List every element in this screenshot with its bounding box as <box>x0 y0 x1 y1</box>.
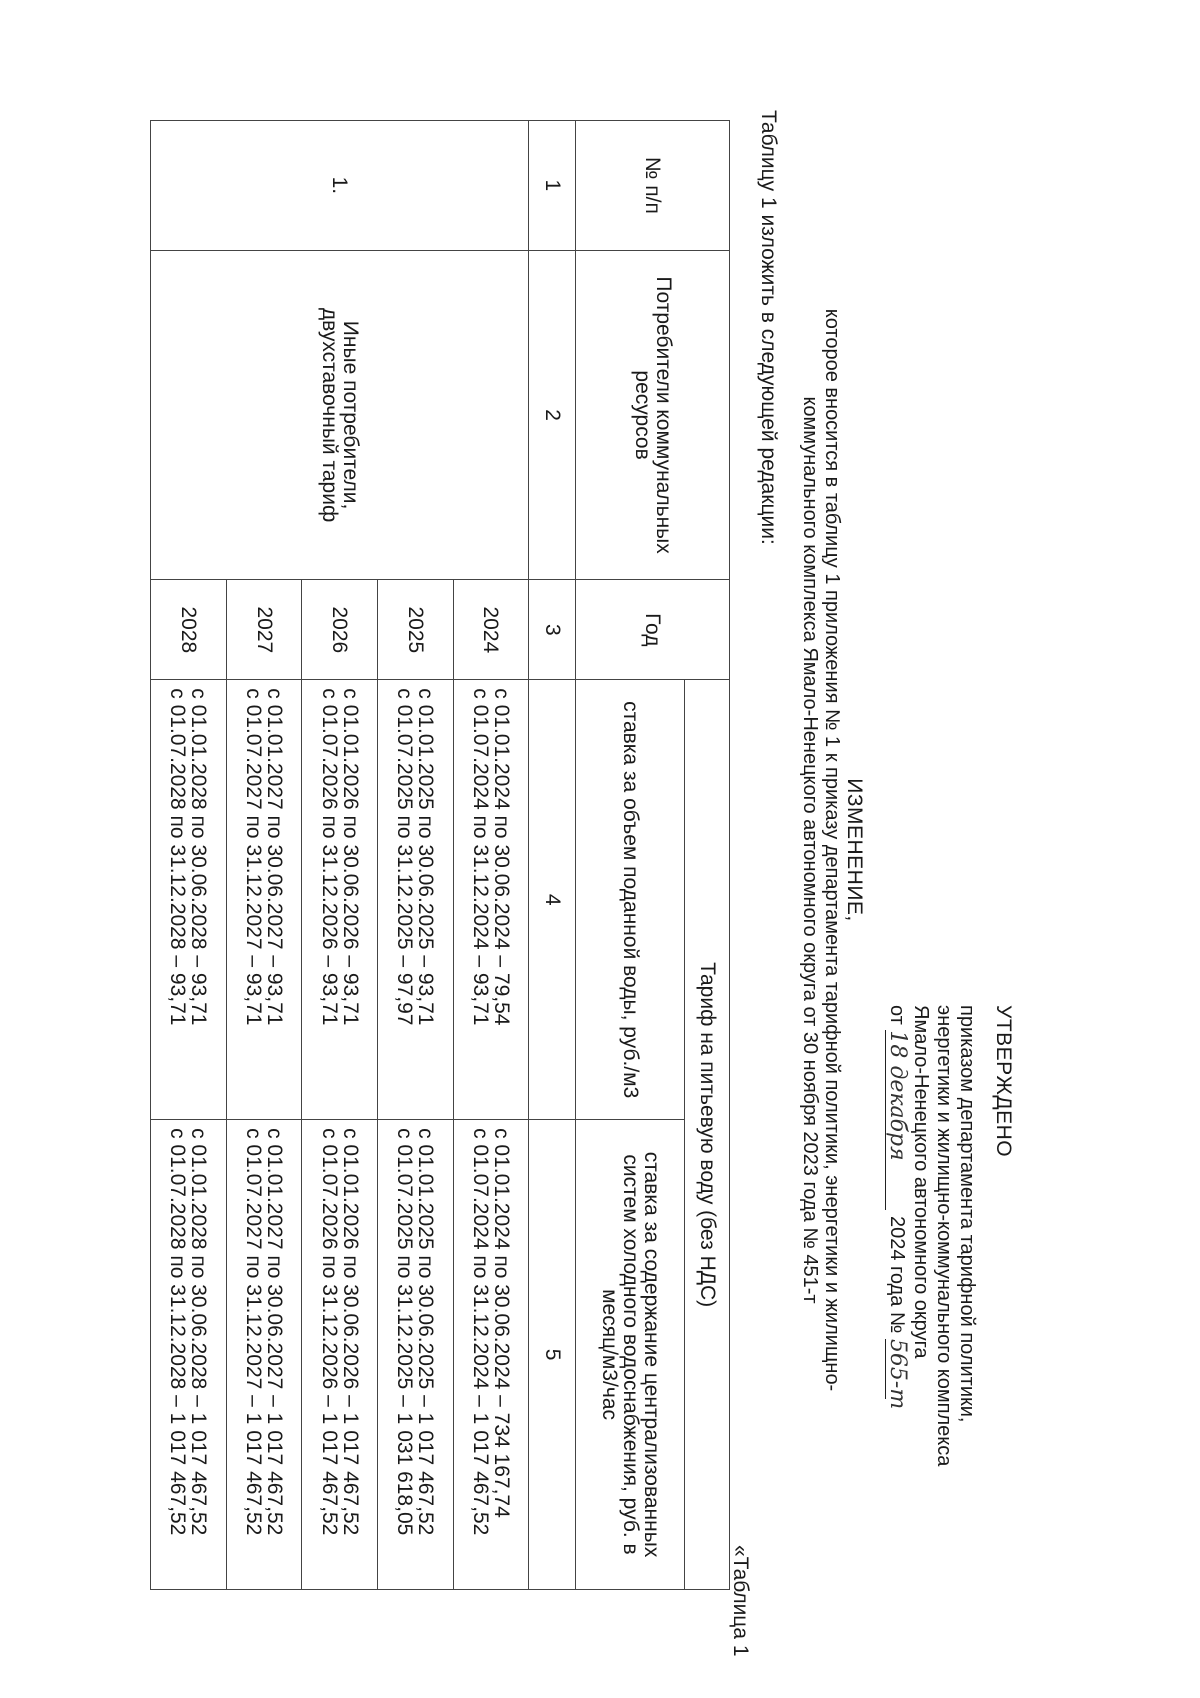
maintenance-rate-line: с 01.01.2028 по 30.06.2028 – 1 017 467,52 <box>187 1128 211 1536</box>
row-number: 1. <box>151 121 529 251</box>
approval-line-1: приказом департамента тарифной политики, <box>956 1005 978 1423</box>
document-title <box>799 120 865 1580</box>
approval-date-suffix: 2024 года № <box>886 1215 908 1334</box>
approval-date-prefix: от <box>886 1005 908 1025</box>
maintenance-rate-line: с 01.07.2028 по 31.12.2028 – 1 017 467,52 <box>166 1128 190 1536</box>
volume-rate-cell <box>377 680 453 1120</box>
maintenance-rate-line: с 01.07.2027 по 31.12.2027 – 1 017 467,52 <box>242 1128 266 1536</box>
header-rate-maintenance: ставка за содержание централизованных систем холодного водоснабжения, руб. в месяц/м3/час <box>576 1120 685 1590</box>
maintenance-rate-line: с 01.01.2025 по 30.06.2025 – 1 017 467,52 <box>414 1128 438 1536</box>
table-label: «Таблица 1 <box>729 1545 752 1657</box>
volume-rate-cell <box>151 680 227 1120</box>
maintenance-rate-line: с 01.07.2026 по 31.12.2026 – 1 017 467,52 <box>317 1128 341 1536</box>
title-heading: ИЗМЕНЕНИЕ, <box>843 778 866 922</box>
maintenance-rate-cell <box>151 1120 227 1590</box>
index-cell: 5 <box>529 1120 576 1590</box>
volume-rate-line: с 01.07.2024 по 31.12.2024 – 93,71 <box>468 688 492 1026</box>
year-cell: 2026 <box>302 580 378 680</box>
approval-date-handwritten: 18 декабря <box>885 1030 909 1210</box>
approval-heading: УТВЕРЖДЕНО <box>992 1005 1015 1158</box>
index-cell: 1 <box>529 121 576 251</box>
approval-line-2: энергетики и жилищно-коммунального комплекса <box>933 1005 955 1467</box>
approval-line-3: Ямало-Ненецкого автономного округа <box>910 1005 932 1359</box>
maintenance-rate-line: с 01.01.2026 по 30.06.2026 – 1 017 467,52 <box>338 1128 362 1536</box>
volume-rate-line: с 01.07.2028 по 31.12.2028 – 93,71 <box>166 688 190 1026</box>
maintenance-rate-cell <box>226 1120 302 1590</box>
header-rate-volume: ставка за объем поданной воды, руб./м3 <box>576 680 685 1120</box>
title-line-1: которое вносится в таблицу 1 приложения № 1 к приказу департамента тарифной политики, энергетики и жилищно- <box>821 308 843 1392</box>
tariff-table <box>150 120 730 1590</box>
header-year: Год <box>576 580 730 680</box>
maintenance-rate-line: с 01.01.2024 по 30.06.2024 – 734 167,74 <box>489 1128 513 1518</box>
index-row <box>529 121 576 1590</box>
volume-rate-line: с 01.07.2026 по 31.12.2026 – 93,71 <box>317 688 341 1026</box>
maintenance-rate-cell <box>302 1120 378 1590</box>
volume-rate-cell <box>453 680 529 1120</box>
header-consumers: Потребители коммунальных ресурсов <box>576 250 730 580</box>
header-tariff-group: Тариф на питьевую воду (без НДС) <box>685 680 730 1590</box>
volume-rate-cell <box>302 680 378 1120</box>
maintenance-rate-line: с 01.07.2025 по 31.12.2025 – 1 031 618,05 <box>393 1128 417 1536</box>
volume-rate-line: с 01.01.2027 по 30.06.2027 – 93,71 <box>263 688 287 1026</box>
volume-rate-cell <box>226 680 302 1120</box>
year-cell: 2027 <box>226 580 302 680</box>
volume-rate-line: с 01.01.2025 по 30.06.2025 – 93,71 <box>414 688 438 1026</box>
consumer-name: Иные потребители, двухставочный тариф <box>151 250 529 580</box>
year-cell: 2024 <box>453 580 529 680</box>
intro-text: Таблицу 1 изложить в следующей редакции: <box>757 110 780 545</box>
approval-number-handwritten: 565-т <box>885 1338 910 1410</box>
header-row-1 <box>685 121 730 1590</box>
volume-rate-line: с 01.01.2026 по 30.06.2026 – 93,71 <box>338 688 362 1026</box>
maintenance-rate-cell <box>453 1120 529 1590</box>
volume-rate-line: с 01.07.2025 по 31.12.2025 – 97,97 <box>393 688 417 1026</box>
header-num: № п/п <box>576 121 730 251</box>
approval-date-line <box>885 1005 909 1466</box>
volume-rate-line: с 01.01.2024 по 30.06.2024 – 79,54 <box>489 688 513 1026</box>
maintenance-rate-cell <box>377 1120 453 1590</box>
index-cell: 4 <box>529 680 576 1120</box>
year-cell: 2025 <box>377 580 453 680</box>
index-cell: 2 <box>529 250 576 580</box>
table-row <box>453 121 529 1590</box>
approval-stamp <box>885 1005 1015 1466</box>
year-cell: 2028 <box>151 580 227 680</box>
index-cell: 3 <box>529 580 576 680</box>
title-line-2: коммунального комплекса Ямало-Ненецкого автономного округа от 30 ноября 2023 года № 451-т <box>799 396 821 1304</box>
maintenance-rate-line: с 01.01.2027 по 30.06.2027 – 1 017 467,52 <box>263 1128 287 1536</box>
maintenance-rate-line: с 01.07.2024 по 31.12.2024 – 1 017 467,52 <box>468 1128 492 1536</box>
volume-rate-line: с 01.07.2027 по 31.12.2027 – 93,71 <box>242 688 266 1026</box>
volume-rate-line: с 01.01.2028 по 30.06.2028 – 93,71 <box>187 688 211 1026</box>
